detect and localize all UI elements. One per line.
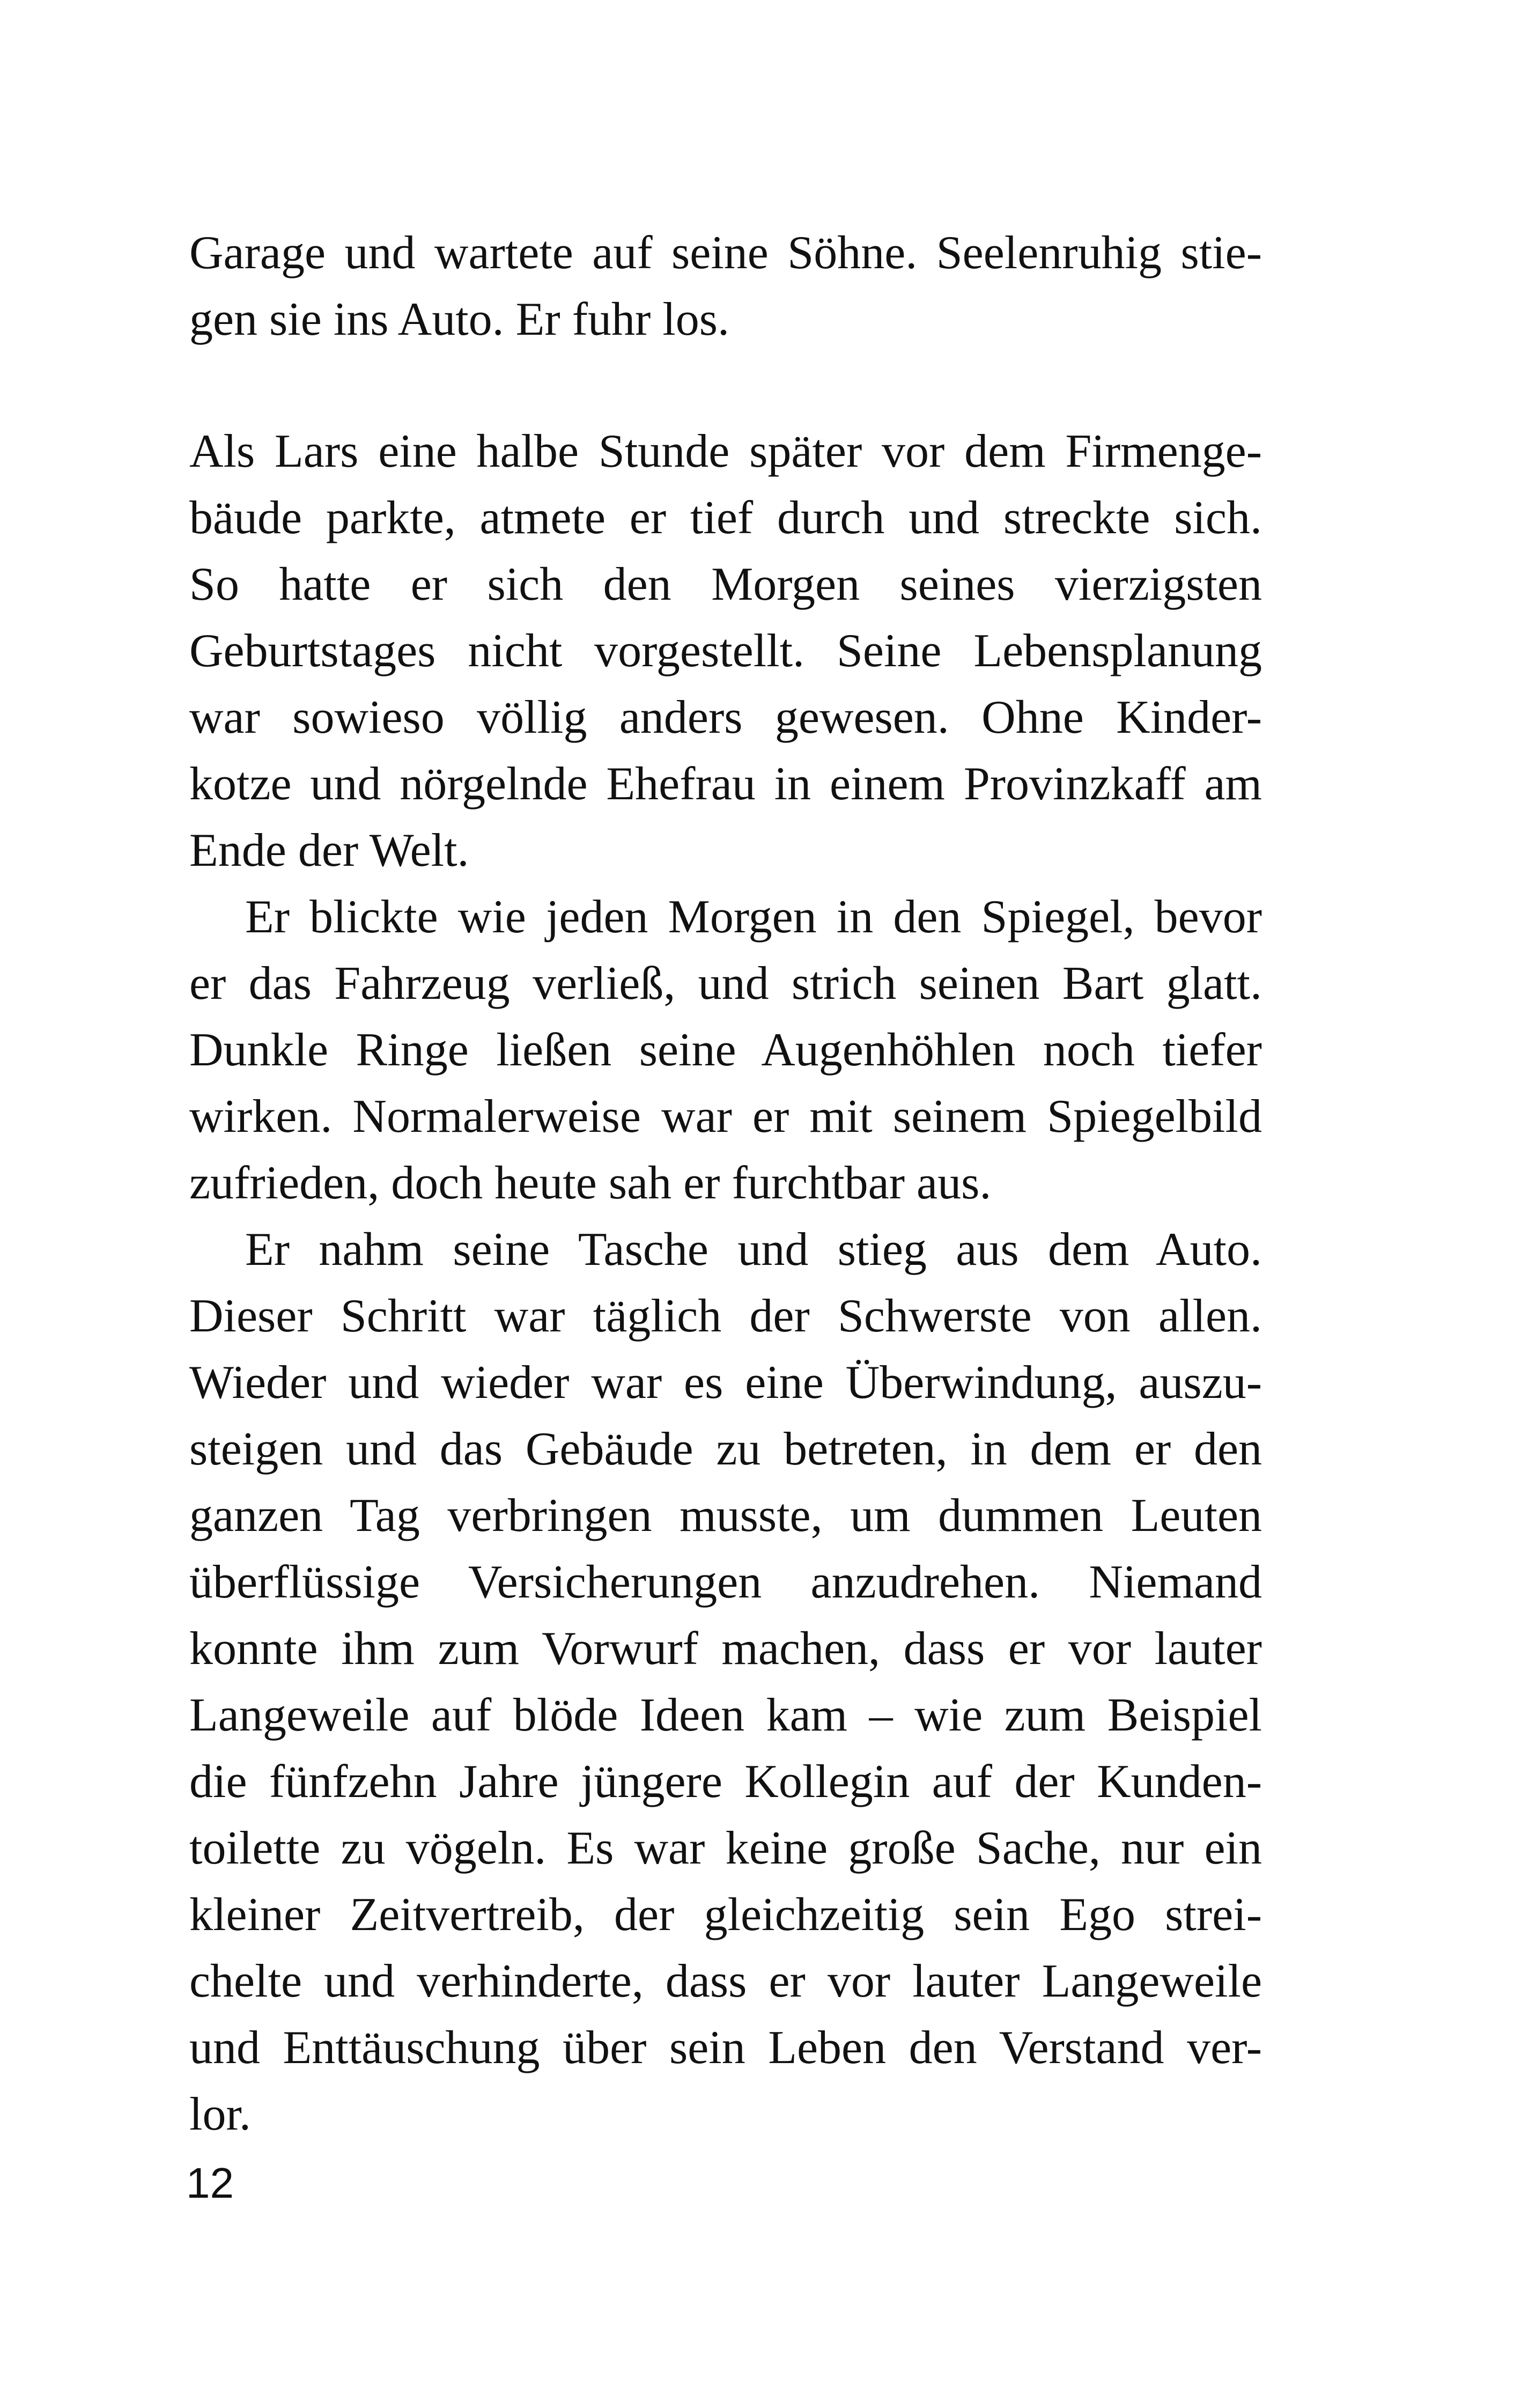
text-line: toilette zu vögeln. Es war keine große Sache, nur ein — [189, 1822, 1262, 1874]
page-number: 12 — [186, 2159, 234, 2207]
text-line: gen sie ins Auto. Er fuhr los. — [189, 293, 730, 345]
text-line: überflüssige Versicherungen anzudrehen. Niemand — [189, 1556, 1262, 1608]
text-line: bäude parkte, atmete er tief durch und streckte sich. — [189, 492, 1262, 544]
text-line: kotze und nörgelnde Ehefrau in einem Provinzkaff am — [189, 758, 1262, 810]
text-line: konnte ihm zum Vorwurf machen, dass er vor lauter — [189, 1623, 1262, 1675]
text-line: So hatte er sich den Morgen seines vierzigsten — [189, 558, 1262, 610]
text-line: er das Fahrzeug verließ, und strich seinen Bart glatt. — [189, 958, 1262, 1010]
text-line: und Enttäuschung über sein Leben den Verstand ver- — [189, 2022, 1262, 2074]
body-text — [189, 418, 1262, 2148]
text-line: chelte und verhinderte, dass er vor lauter Langeweile — [189, 1955, 1262, 2007]
text-line: war sowieso völlig anders gewesen. Ohne Kinder- — [189, 691, 1262, 743]
text-line: Als Lars eine halbe Stunde später vor dem Firmenge- — [189, 425, 1262, 477]
text-line: Geburtstages nicht vorgestellt. Seine Lebensplanung — [189, 625, 1262, 677]
text-line: Er nahm seine Tasche und stieg aus dem Auto. — [245, 1224, 1262, 1276]
text-line: kleiner Zeitvertreib, der gleichzeitig sein Ego strei- — [189, 1889, 1262, 1941]
text-line: Dunkle Ringe ließen seine Augenhöhlen noch tiefer — [189, 1024, 1262, 1076]
text-line: Garage und wartete auf seine Söhne. Seelenruhig stie- — [189, 227, 1262, 279]
text-line: die fünfzehn Jahre jüngere Kollegin auf der Kunden- — [189, 1756, 1262, 1808]
paragraph-3 — [189, 884, 1262, 1217]
text-line: Ende der Welt. — [189, 824, 469, 877]
text-line: steigen und das Gebäude zu betreten, in dem er den — [189, 1423, 1262, 1475]
paragraph-2 — [189, 418, 1262, 884]
text-line: wirken. Normalerweise war er mit seinem Spiegelbild — [189, 1091, 1262, 1143]
text-line: ganzen Tag verbringen musste, um dummen Leuten — [189, 1490, 1262, 1542]
text-line: lor. — [189, 2088, 251, 2140]
text-line: Dieser Schritt war täglich der Schwerste von allen. — [189, 1290, 1262, 1342]
text-line: zufrieden, doch heute sah er furchtbar aus. — [189, 1157, 992, 1209]
text-line: Er blickte wie jeden Morgen in den Spiegel, bevor — [245, 891, 1262, 943]
paragraph-4 — [189, 1217, 1262, 2148]
text-line: Wieder und wieder war es eine Überwindung, auszu- — [189, 1357, 1262, 1409]
paragraph-1 — [189, 220, 1262, 353]
text-line: Langeweile auf blöde Ideen kam – wie zum Beispiel — [189, 1689, 1262, 1741]
